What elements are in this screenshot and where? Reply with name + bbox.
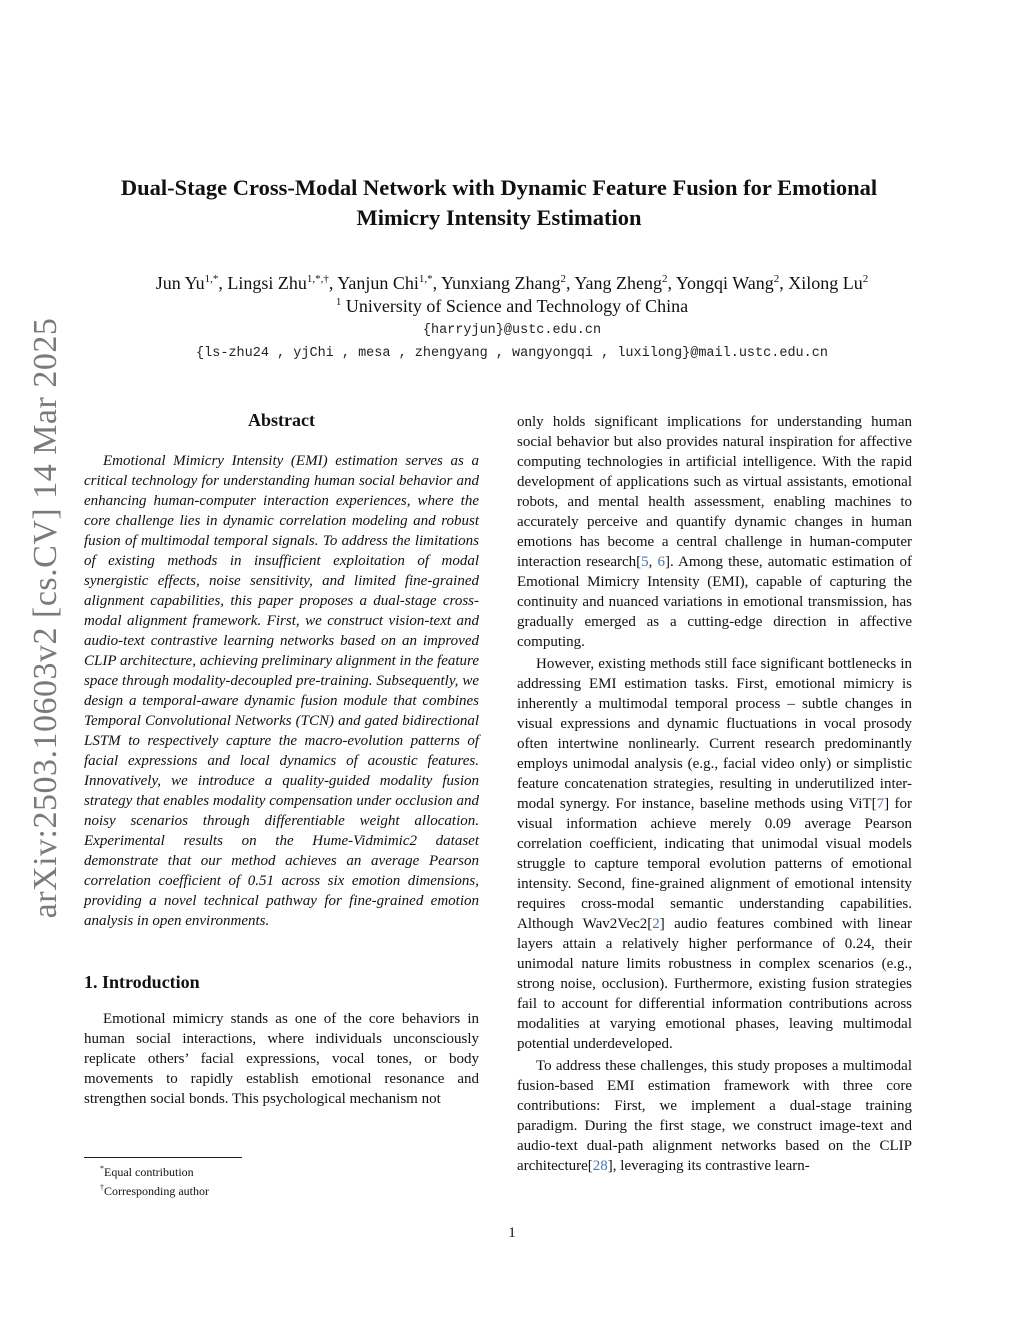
author-marks: 1,* (418, 273, 433, 285)
affiliation (60, 295, 964, 317)
author-name: Xilong Lu (788, 273, 863, 293)
author-marks: 2 (560, 273, 566, 285)
affiliation-text: University of Science and Technology of China (345, 296, 689, 316)
author-list (60, 272, 964, 294)
paragraph-text: ] audio features combined with linear layers attain a relatively higher performance of 0.24, their unimodal nature limits robustness in complex scenarios (e.g., strong noise, occlusion). Furthermore, existing fusion strategies fail to account for differential information contributions across modalities at varying emotional phases, leaving multimodal potential underdeveloped. (517, 916, 912, 1052)
author-marks: 2 (862, 273, 869, 285)
paragraph-text: ], leveraging its contrastive learn- (607, 1158, 810, 1174)
paper-title-line-1: Dual-Stage Cross-Modal Network with Dynamic Feature Fusion for Emotional (120, 175, 878, 200)
paragraph-text: ] for visual information achieve merely 0.09 average Pearson correlation coefficient, indicating that unimodal visual models struggle to capture temporal evolution patterns of emotional intensity. Second, fine-grained alignment of emotional intensity requires cross-modal semantic understanding capabilities. Although Wav2Vec2[ (517, 796, 912, 932)
author-separator: , (328, 273, 338, 293)
author-name: Yanjun Chi (337, 273, 419, 293)
footnote-text: Equal contribution (104, 1165, 194, 1179)
author-separator: , (218, 273, 228, 293)
footnotes (84, 1161, 484, 1199)
introduction-paragraph-1-continued: only holds significant implications for understanding human social behavior but also provides natural inspiration for affective computing technologies in artificial intelligence. With the rapid development of applications such as virtual assistants, emotional robots, and mental health assessment, enabling machines to accurately perceive and quantify dynamic changes in human emotions has become a central challenge in human-computer interaction research[5, 6]. Among these, automatic estimation of Emotional Mimicry Intensity (EMI), capable of capturing the continuity and nuanced variations in emotional transmission, has gradually emerged as a cutting-edge direction in affective computing. (517, 414, 912, 650)
author-name: Yang Zheng (574, 273, 662, 293)
author-marks: 1,*,† (306, 273, 329, 285)
footnote-divider (84, 1157, 242, 1158)
footnote-text: Corresponding author (104, 1184, 209, 1198)
author-name: Jun Yu (155, 273, 205, 293)
paragraph-text: ]. Among these, automatic estimation of Emotional Mimicry Intensity (EMI), capable of capturing the continuity and nuanced variations in emotional transmission, has gradually emerged as a cutting-edge direction in affective computing. (517, 554, 912, 650)
affiliation-mark: 1 (335, 296, 342, 308)
author-marks: 1,* (204, 273, 219, 285)
citation-link[interactable]: 2 (652, 916, 660, 932)
abstract-heading: Abstract (248, 410, 315, 430)
author-separator: , (432, 273, 441, 293)
author-name: Yunxiang Zhang (440, 273, 561, 293)
author-separator: , (667, 273, 676, 293)
author-separator: , (779, 273, 789, 293)
left-column (84, 408, 479, 1109)
footnote-mark: † (100, 1183, 104, 1192)
citation-link[interactable]: 7 (876, 796, 885, 812)
paper-title (84, 173, 914, 233)
citation-link[interactable]: 6 (657, 554, 665, 570)
author-name: Lingsi Zhu (227, 273, 307, 293)
footnote-mark: * (100, 1164, 104, 1173)
introduction-heading: 1. Introduction (84, 972, 200, 992)
email-line-1: {harryjun}@ustc.edu.cn (422, 323, 602, 338)
citation-link[interactable]: 28 (592, 1158, 608, 1174)
paper-title-line-2: Mimicry Intensity Estimation (356, 205, 642, 230)
introduction-paragraph-3 (517, 1056, 912, 1176)
author-separator: , (565, 273, 575, 293)
citation-link[interactable]: 5 (641, 554, 649, 570)
paragraph-text: To address these challenges, this study proposes a multimodal fusion-based EMI estimation framework with three core contributions: First, we implement a dual-stage training paradigm. During the first stage, we construct image-text and audio-text dual-path alignment networks based on the CLIP architecture[ (517, 1058, 912, 1174)
right-column (517, 412, 912, 1176)
email-line-2: {ls-zhu24 , yjChi , mesa , zhengyang , wangyongqi , luxilong}@mail.ustc.edu.cn (196, 346, 828, 361)
introduction-paragraph-2 (517, 654, 912, 1054)
author-marks: 2 (773, 273, 780, 285)
page-number: 1 (508, 1225, 516, 1241)
arxiv-identifier-stamp: arXiv:2503.10603v2 [cs.CV] 14 Mar 2025 (27, 317, 64, 919)
footnote-corresponding-author (84, 1180, 484, 1199)
author-marks: 2 (661, 273, 668, 285)
author-name: Yongqi Wang (675, 273, 774, 293)
abstract-body: Emotional Mimicry Intensity (EMI) estimation serves as a critical technology for understanding human social behavior and enhancing human-computer interaction experiences, where the core challenge lies in dynamic correlation modeling and robust fusion of multimodal temporal signals. To address the limitations of existing methods in insufficient exploitation of modal synergistic effects, noise sensitivity, and limited fine-grained alignment capabilities, this paper proposes a dual-stage cross-modal alignment framework. First, we construct vision-text and audio-text contrastive learning networks based on an improved CLIP architecture, achieving preliminary alignment in the feature space through modality-decoupled pre-training. Subsequently, we design a temporal-aware dynamic fusion module that combines Temporal Convolutional Networks (TCN) and gated bidirectional LSTM to respectively capture the macro-evolution patterns of facial expressions and local dynamics of acoustic features. Innovatively, we introduce a quality-guided modality fusion strategy that enables modality compensation under occlusion and noisy scenarios through differentiable weight allocation. Experimental results on the Hume-Vidmimic2 dataset demonstrate that our method achieves an average Pearson correlation coefficient of 0.51 across six emotion dimensions, providing a novel technical pathway for fine-grained emotion analysis in open environments. (84, 453, 479, 929)
paragraph-text: However, existing methods still face significant bottlenecks in addressing EMI estimation tasks. First, emotional mimicry is inherently a multimodal temporal process – subtle changes in visual expressions and dynamic fluctuations in vocal prosody often intertwine nonlinearly. Current research predominantly employs unimodal analysis (e.g., facial video only) or simplistic feature concatenation strategies, resulting in underutilized inter-modal synergy. For instance, baseline methods using ViT[ (517, 656, 912, 812)
paragraph-text: only holds significant implications for understanding human social behavior but also provides natural inspiration for affective computing technologies in artificial intelligence. With the rapid development of applications such as virtual assistants, emotional robots, and mental health assessment, enabling machines to accurately perceive and quantify dynamic changes in human emotions has become a central challenge in human-computer interaction research[ (517, 414, 912, 570)
footnote-equal-contribution (84, 1161, 484, 1180)
introduction-paragraph-1: Emotional mimicry stands as one of the core behaviors in human social interactions, where individuals unconsciously replicate others’ facial expressions, vocal tones, or body movements to rapidly establish emotional resonance and strengthen social bonds. This psychological mechanism not (84, 1011, 479, 1107)
